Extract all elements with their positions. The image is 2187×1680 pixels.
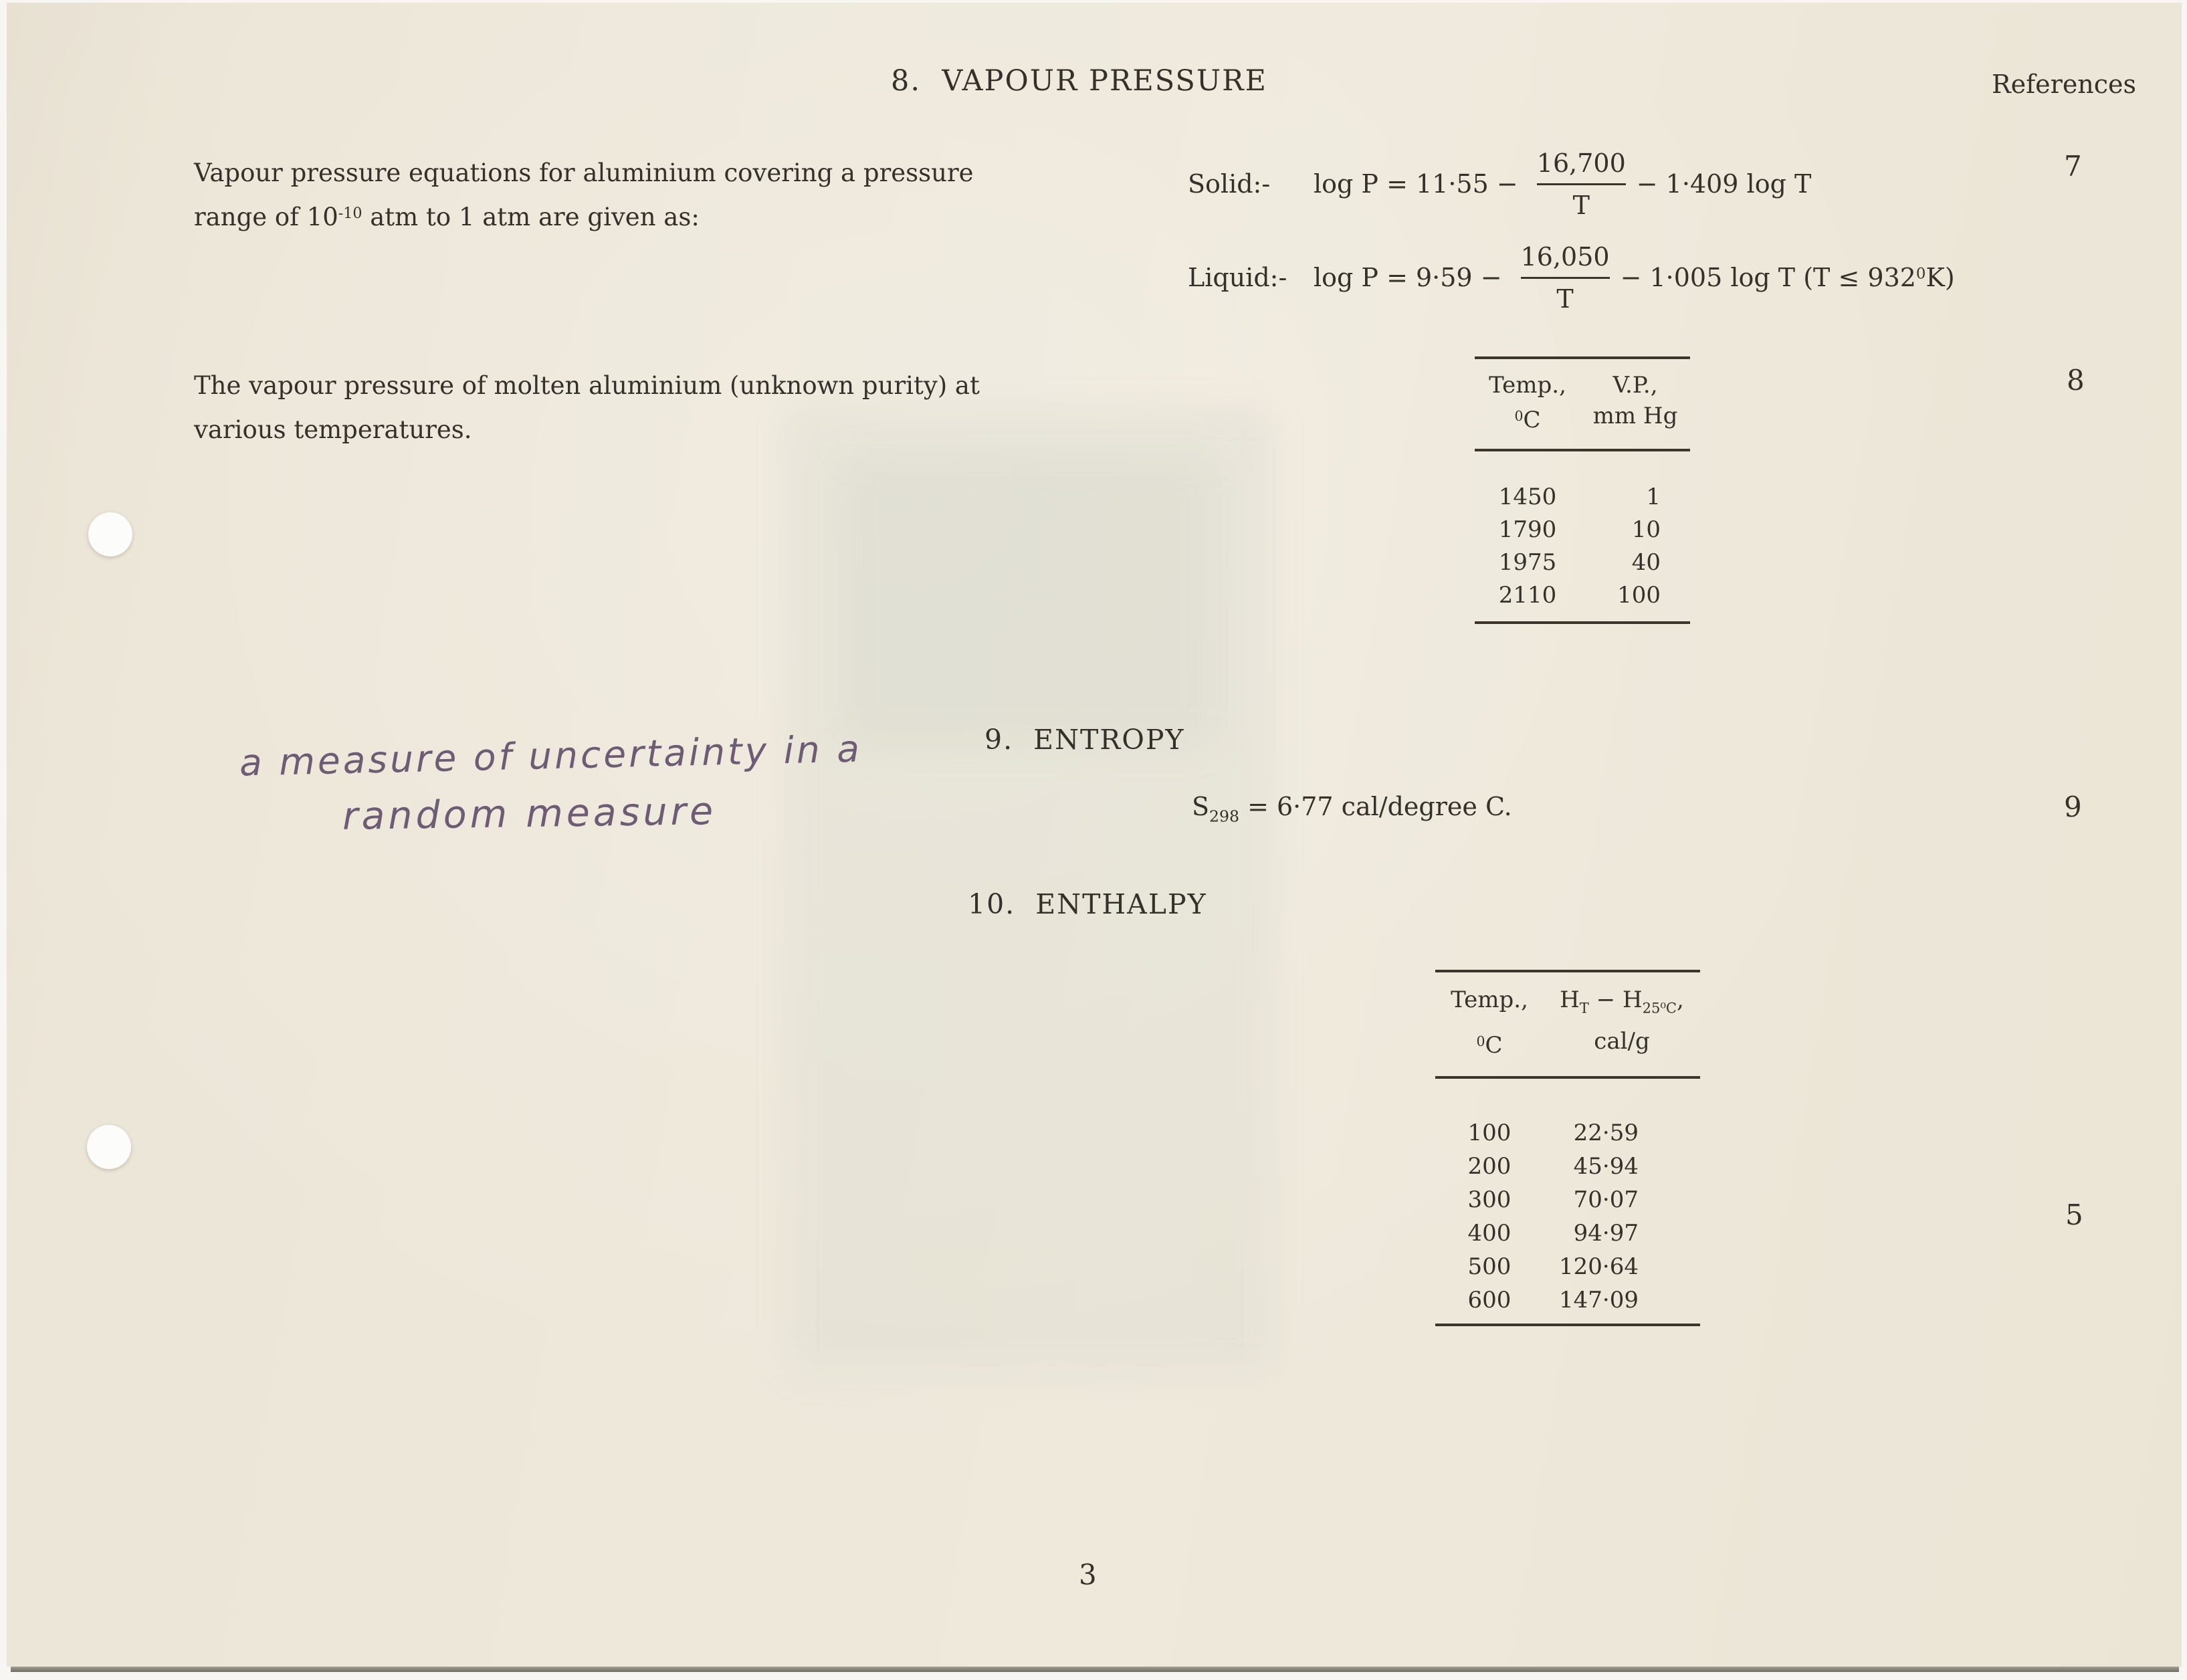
handwritten-annotation-line2: random measure (342, 789, 717, 839)
table-header (1475, 359, 1690, 449)
table-row (1435, 1283, 1700, 1317)
enthalpy-column-unit: cal/g (1594, 1028, 1650, 1055)
temp-column-header: Temp., (1489, 372, 1566, 399)
enthalpy-cell: 147·09 (1559, 1286, 1639, 1314)
references-column-heading: References (1992, 70, 2137, 99)
table-body (1475, 451, 1690, 621)
reference-number-7: 7 (2064, 150, 2082, 183)
table-rule-bottom (1435, 1324, 1700, 1326)
page-showthrough-ghost (843, 457, 1217, 745)
degree-superscript: 0 (1476, 1033, 1485, 1050)
vp-cell: 40 (1631, 549, 1661, 576)
enthalpy-cell: 94·97 (1573, 1219, 1639, 1247)
vp-column-header: V.P., (1612, 372, 1658, 399)
celsius-unit: C (1485, 1032, 1503, 1059)
page-number: 3 (1079, 1558, 1097, 1591)
H-symbol: H (1622, 986, 1643, 1013)
vp-cell: 100 (1617, 582, 1661, 609)
temp-cell: 600 (1467, 1286, 1512, 1314)
fraction (1537, 148, 1626, 220)
temp-cell: 1975 (1498, 549, 1557, 576)
temp-column-unit (1475, 401, 1580, 435)
enthalpy-column-header (1544, 983, 1700, 1025)
fraction-denominator: T (1572, 190, 1590, 220)
enthalpy-cell: 120·64 (1559, 1253, 1639, 1280)
temp-cell: 400 (1467, 1219, 1512, 1247)
liquid-rhs-end: K) (1925, 263, 1955, 292)
vp-cell: 1 (1646, 484, 1661, 511)
temp-column-unit (1435, 1025, 1544, 1062)
section-heading-vapour-pressure: 8. VAPOUR PRESSURE (891, 64, 1267, 98)
minus-sign: − (1588, 986, 1623, 1013)
solid-equation-rhs: − 1·409 log T (1636, 169, 1812, 199)
T-subscript: T (1579, 999, 1589, 1017)
enthalpy-cell: 45·94 (1573, 1152, 1639, 1180)
liquid-equation-lhs: log P = 9·59 − (1314, 263, 1510, 292)
solid-equation-lhs: log P = 11·55 − (1314, 169, 1526, 199)
table-row (1475, 481, 1690, 514)
temp-cell: 300 (1467, 1186, 1512, 1213)
reference-number-9: 9 (2064, 791, 2082, 823)
fraction-numerator: 16,050 (1520, 241, 1610, 272)
hole-punch (88, 512, 132, 556)
table-row (1435, 1150, 1700, 1183)
table-row (1435, 1183, 1700, 1217)
enthalpy-cell: 22·59 (1573, 1119, 1639, 1146)
temp-cell: 100 (1467, 1119, 1512, 1146)
table-body (1435, 1079, 1700, 1324)
vp-column-unit: mm Hg (1592, 403, 1678, 429)
handwritten-annotation-line1: a measure of uncertainty in a (239, 727, 863, 784)
liquid-rhs-text: − 1·005 log T (T ≤ 932 (1620, 263, 1916, 292)
entropy-value-line (1192, 792, 1512, 825)
liquid-vapour-pressure-equation (1188, 227, 1955, 328)
temp-column-header: Temp., (1451, 986, 1528, 1013)
liquid-label: Liquid:- (1188, 263, 1287, 292)
solid-label: Solid:- (1188, 169, 1271, 199)
fraction (1521, 242, 1610, 314)
entropy-value: = 6·77 cal/degree C. (1239, 792, 1512, 821)
table-row (1475, 514, 1690, 546)
enthalpy-table (1435, 970, 1700, 1326)
degree-superscript: 0 (1915, 265, 1926, 283)
table-header (1435, 972, 1700, 1076)
paper-bottom-edge-shadow (11, 1667, 2179, 1672)
intro-paragraph-line2 (194, 203, 700, 231)
intro-paragraph-line1: Vapour pressure equations for aluminium covering a pressure (194, 159, 974, 187)
section-heading-enthalpy: 10. ENTHALPY (968, 888, 1207, 920)
table-row (1435, 1250, 1700, 1283)
temp-cell: 1450 (1498, 484, 1557, 511)
intro-line2-pre: range of 10 (194, 203, 338, 231)
fraction-denominator: T (1556, 284, 1574, 314)
table-row (1435, 1116, 1700, 1150)
fraction-numerator: 16,700 (1536, 148, 1626, 178)
temp-cell: 1790 (1498, 516, 1557, 544)
intro-line2-post: atm to 1 atm are given as: (362, 203, 700, 231)
entropy-symbol: S (1192, 792, 1210, 821)
vp-cell: 10 (1631, 516, 1661, 544)
reference-number-8: 8 (2067, 364, 2085, 397)
entropy-subscript: 298 (1209, 807, 1239, 826)
temp-cell: 200 (1467, 1152, 1512, 1180)
enthalpy-cell: 70·07 (1573, 1186, 1639, 1213)
table-row (1475, 546, 1690, 579)
liquid-equation-rhs (1621, 263, 1955, 292)
paper-sheet (7, 3, 2182, 1667)
degree-superscript: 0 (1514, 408, 1524, 424)
table-row (1475, 579, 1690, 612)
celsius-unit: C (1523, 407, 1541, 434)
comma: , (1677, 986, 1684, 1013)
section-heading-entropy: 9. ENTROPY (984, 724, 1185, 756)
25C-subscript: 25⁰C (1642, 999, 1677, 1017)
temp-cell: 500 (1467, 1253, 1512, 1280)
reference-number-5: 5 (2065, 1198, 2083, 1231)
vapour-pressure-table (1475, 356, 1690, 624)
exponent-superscript: -10 (338, 204, 362, 222)
hole-punch (87, 1125, 131, 1169)
H-symbol: H (1560, 986, 1580, 1013)
temp-cell: 2110 (1498, 582, 1557, 609)
table-rule-bottom (1475, 621, 1690, 624)
vp-caption-line2: various temperatures. (194, 415, 472, 444)
table-row (1435, 1217, 1700, 1250)
solid-vapour-pressure-equation (1188, 134, 1811, 234)
vp-caption-line1: The vapour pressure of molten aluminium (unknown purity) at (194, 371, 980, 400)
